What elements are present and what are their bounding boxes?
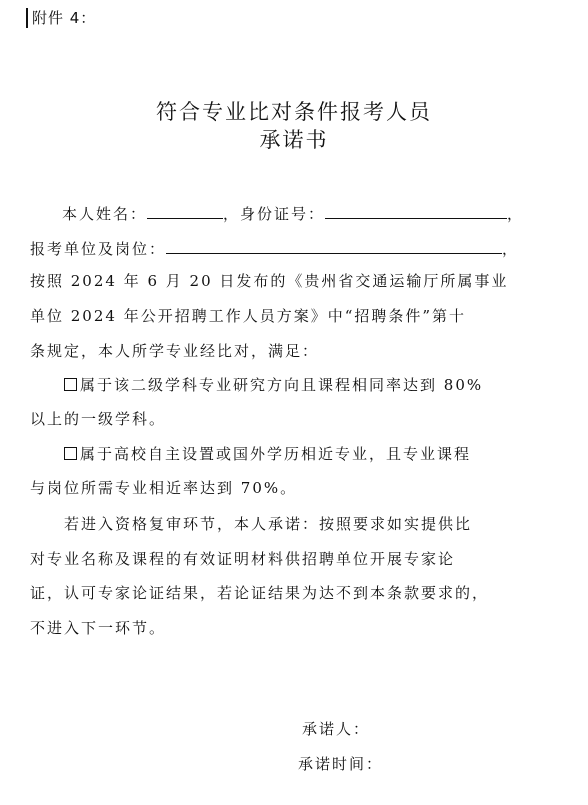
name-label: 本人姓名： (62, 205, 148, 223)
paragraph-line: 按照 2024 年 6 月 20 日发布的《贵州省交通运输厅所属事业 (30, 272, 509, 290)
promise-date-label: 承诺时间： (298, 755, 384, 773)
paragraph-line: 对专业名称及课程的有效证明材料供招聘单位开展专家论 (30, 550, 456, 568)
unit-row-end: ， (502, 240, 520, 258)
unit-post-row (30, 236, 519, 260)
paragraph-line: 单位 2024 年公开招聘工作人员方案》中“招聘条件”第十 (30, 307, 467, 325)
document-title-line1: 符合专业比对条件报考人员 (156, 100, 432, 124)
option-2-text: 属于高校自主设置或国外学历相近专业，且专业课程 (80, 445, 472, 463)
paragraph-line: 若进入资格复审环节，本人承诺：按照要求如实提供比 (64, 515, 473, 533)
id-number-label: ，身份证号： (223, 205, 326, 223)
promiser-label: 承诺人： (302, 720, 371, 738)
id-number-field (325, 201, 507, 219)
paragraph-line: 条规定，本人所学专业经比对，满足： (30, 342, 320, 360)
option-2-row (64, 443, 471, 465)
attachment-label: 附件 4： (26, 8, 96, 28)
option-2-text-cont: 与岗位所需专业相近率达到 70%。 (30, 479, 298, 497)
paragraph-line: 证，认可专家论证结果，若论证结果为达不到本条款要求的， (30, 584, 490, 602)
option-1-row (64, 374, 483, 396)
id-row-end: ， (507, 205, 525, 223)
paragraph-line: 不进入下一环节。 (30, 619, 167, 637)
option-1-checkbox (64, 378, 77, 391)
document-title-line2: 承诺书 (259, 128, 329, 152)
unit-post-field (166, 236, 502, 254)
unit-post-label: 报考单位及岗位： (30, 240, 167, 258)
name-field (147, 201, 223, 219)
option-2-checkbox (64, 447, 77, 460)
option-1-text: 属于该二级学科专业研究方向且课程相同率达到 80% (80, 376, 484, 394)
name-id-row (62, 201, 524, 225)
option-1-text-cont: 以上的一级学科。 (30, 410, 167, 428)
